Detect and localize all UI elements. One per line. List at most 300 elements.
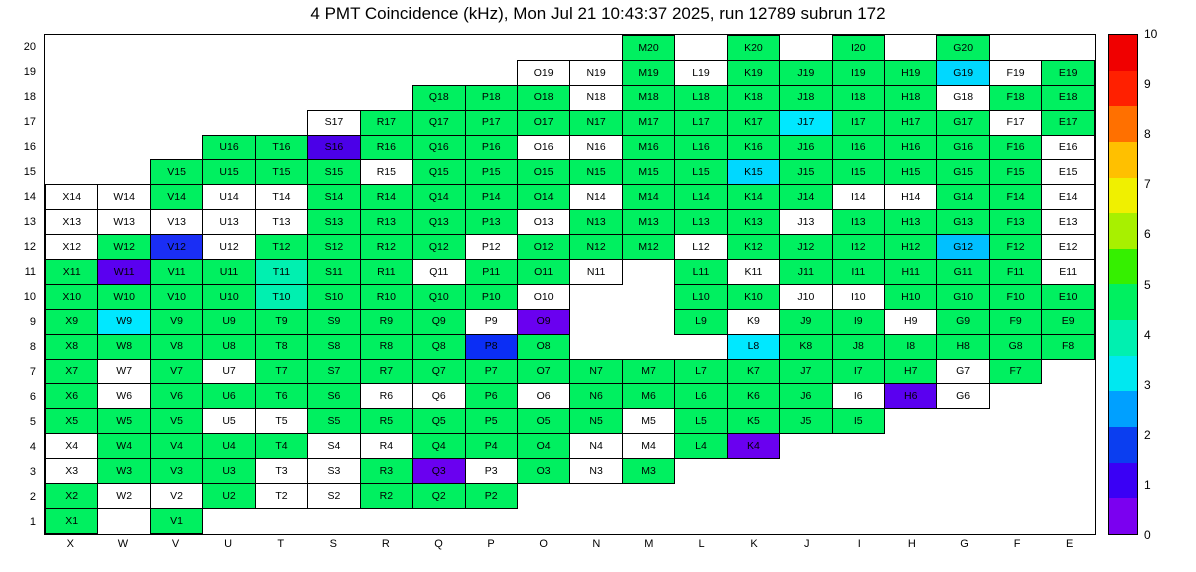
heatmap-cell[interactable]: I5 xyxy=(832,409,884,434)
heatmap-cell[interactable]: L7 xyxy=(675,359,727,384)
heatmap-cell[interactable]: Q16 xyxy=(413,135,465,160)
heatmap-cell[interactable]: R6 xyxy=(360,384,412,409)
heatmap-cell[interactable]: X3 xyxy=(46,459,98,484)
heatmap-cell[interactable]: P11 xyxy=(465,260,517,285)
heatmap-cell[interactable]: I18 xyxy=(832,85,884,110)
heatmap-cell[interactable]: E19 xyxy=(1042,60,1095,85)
heatmap-cell[interactable]: I20 xyxy=(832,36,884,61)
heatmap-cell[interactable]: F14 xyxy=(989,185,1041,210)
heatmap-cell[interactable]: X1 xyxy=(46,508,98,533)
heatmap-cell[interactable]: J19 xyxy=(780,60,832,85)
heatmap-cell[interactable]: X14 xyxy=(46,185,98,210)
heatmap-cell[interactable]: F19 xyxy=(989,60,1041,85)
heatmap-cell[interactable]: V4 xyxy=(150,434,202,459)
heatmap-cell[interactable]: U8 xyxy=(203,334,255,359)
heatmap-cell[interactable]: V13 xyxy=(150,210,202,235)
heatmap-cell[interactable]: V6 xyxy=(150,384,202,409)
heatmap-cell[interactable]: K4 xyxy=(727,434,779,459)
heatmap-cell[interactable]: G16 xyxy=(937,135,989,160)
heatmap-cell[interactable]: J16 xyxy=(780,135,832,160)
heatmap-cell[interactable]: X4 xyxy=(46,434,98,459)
heatmap-cell[interactable]: J13 xyxy=(780,210,832,235)
heatmap-cell[interactable]: R4 xyxy=(360,434,412,459)
heatmap-cell[interactable]: I12 xyxy=(832,235,884,260)
heatmap-cell[interactable]: W5 xyxy=(98,409,150,434)
heatmap-cell[interactable]: S8 xyxy=(308,334,360,359)
heatmap-cell[interactable]: R10 xyxy=(360,284,412,309)
heatmap-cell[interactable]: W11 xyxy=(98,260,150,285)
heatmap-cell[interactable]: U13 xyxy=(203,210,255,235)
heatmap-cell[interactable]: Q5 xyxy=(413,409,465,434)
heatmap-cell[interactable]: M3 xyxy=(622,459,674,484)
heatmap-cell[interactable]: E16 xyxy=(1042,135,1095,160)
heatmap-cell[interactable]: S14 xyxy=(308,185,360,210)
heatmap-cell[interactable]: K13 xyxy=(727,210,779,235)
heatmap-cell[interactable]: I6 xyxy=(832,384,884,409)
heatmap-cell[interactable]: T3 xyxy=(255,459,307,484)
heatmap-cell[interactable]: M7 xyxy=(622,359,674,384)
heatmap-cell[interactable]: S9 xyxy=(308,309,360,334)
heatmap-cell[interactable]: N18 xyxy=(570,85,622,110)
heatmap-cell[interactable]: W8 xyxy=(98,334,150,359)
heatmap-cell[interactable]: V2 xyxy=(150,484,202,509)
heatmap-cell[interactable]: J10 xyxy=(780,284,832,309)
heatmap-cell[interactable]: P18 xyxy=(465,85,517,110)
heatmap-cell[interactable]: L14 xyxy=(675,185,727,210)
heatmap-cell[interactable]: Q6 xyxy=(413,384,465,409)
heatmap-cell[interactable]: O11 xyxy=(517,260,569,285)
heatmap-cell[interactable]: N6 xyxy=(570,384,622,409)
heatmap-cell[interactable]: F11 xyxy=(989,260,1041,285)
heatmap-cell[interactable]: M15 xyxy=(622,160,674,185)
heatmap-cell[interactable]: S3 xyxy=(308,459,360,484)
heatmap-cell[interactable]: U7 xyxy=(203,359,255,384)
heatmap-cell[interactable]: H10 xyxy=(885,284,937,309)
heatmap-cell[interactable]: Q9 xyxy=(413,309,465,334)
heatmap-cell[interactable]: W10 xyxy=(98,284,150,309)
heatmap-cell[interactable]: G20 xyxy=(937,36,989,61)
heatmap-cell[interactable]: W3 xyxy=(98,459,150,484)
heatmap-cell[interactable]: N3 xyxy=(570,459,622,484)
heatmap-cell[interactable]: O19 xyxy=(517,60,569,85)
heatmap-cell[interactable]: I17 xyxy=(832,110,884,135)
heatmap-cell[interactable]: T14 xyxy=(255,185,307,210)
heatmap-cell[interactable]: Q15 xyxy=(413,160,465,185)
heatmap-cell[interactable]: O17 xyxy=(517,110,569,135)
heatmap-cell[interactable]: N12 xyxy=(570,235,622,260)
heatmap-cell[interactable]: Q12 xyxy=(413,235,465,260)
heatmap-cell[interactable]: U15 xyxy=(203,160,255,185)
heatmap-cell[interactable]: U14 xyxy=(203,185,255,210)
heatmap-cell[interactable]: J7 xyxy=(780,359,832,384)
heatmap-cell[interactable]: S5 xyxy=(308,409,360,434)
heatmap-cell[interactable]: L11 xyxy=(675,260,727,285)
heatmap-cell[interactable]: K16 xyxy=(727,135,779,160)
heatmap-cell[interactable]: J18 xyxy=(780,85,832,110)
heatmap-cell[interactable]: V12 xyxy=(150,235,202,260)
heatmap-cell[interactable]: O6 xyxy=(517,384,569,409)
heatmap-cell[interactable]: U12 xyxy=(203,235,255,260)
heatmap-cell[interactable]: O13 xyxy=(517,210,569,235)
heatmap-cell[interactable]: U16 xyxy=(203,135,255,160)
heatmap-cell[interactable]: I7 xyxy=(832,359,884,384)
heatmap-cell[interactable]: P2 xyxy=(465,484,517,509)
heatmap-cell[interactable]: M14 xyxy=(622,185,674,210)
heatmap-cell[interactable]: R5 xyxy=(360,409,412,434)
heatmap-cell[interactable]: I9 xyxy=(832,309,884,334)
heatmap-cell[interactable]: K10 xyxy=(727,284,779,309)
heatmap-cell[interactable]: L6 xyxy=(675,384,727,409)
heatmap-cell[interactable]: F8 xyxy=(1042,334,1095,359)
heatmap-cell[interactable]: P13 xyxy=(465,210,517,235)
heatmap-cell[interactable]: S7 xyxy=(308,359,360,384)
heatmap-cell[interactable]: L4 xyxy=(675,434,727,459)
heatmap-cell[interactable]: T12 xyxy=(255,235,307,260)
heatmap-cell[interactable]: F9 xyxy=(989,309,1041,334)
heatmap-cell[interactable]: H7 xyxy=(885,359,937,384)
heatmap-cell[interactable]: J15 xyxy=(780,160,832,185)
heatmap-cell[interactable]: K5 xyxy=(727,409,779,434)
heatmap-cell[interactable]: R7 xyxy=(360,359,412,384)
heatmap-cell[interactable]: K15 xyxy=(727,160,779,185)
heatmap-cell[interactable]: R2 xyxy=(360,484,412,509)
heatmap-cell[interactable]: R15 xyxy=(360,160,412,185)
heatmap-cell[interactable]: W7 xyxy=(98,359,150,384)
heatmap-cell[interactable]: K14 xyxy=(727,185,779,210)
heatmap-cell[interactable]: U11 xyxy=(203,260,255,285)
heatmap-cell[interactable]: N17 xyxy=(570,110,622,135)
heatmap-cell[interactable]: H18 xyxy=(885,85,937,110)
heatmap-cell[interactable]: J14 xyxy=(780,185,832,210)
heatmap-cell[interactable]: M19 xyxy=(622,60,674,85)
heatmap-cell[interactable]: P17 xyxy=(465,110,517,135)
heatmap-cell[interactable]: I14 xyxy=(832,185,884,210)
heatmap-cell[interactable]: F16 xyxy=(989,135,1041,160)
heatmap-cell[interactable]: O14 xyxy=(517,185,569,210)
heatmap-cell[interactable]: P12 xyxy=(465,235,517,260)
heatmap-cell[interactable]: P3 xyxy=(465,459,517,484)
heatmap-cell[interactable]: E15 xyxy=(1042,160,1095,185)
heatmap-cell[interactable]: X11 xyxy=(46,260,98,285)
heatmap-cell[interactable]: P14 xyxy=(465,185,517,210)
heatmap-cell[interactable]: W2 xyxy=(98,484,150,509)
heatmap-cell[interactable]: G7 xyxy=(937,359,989,384)
heatmap-cell[interactable]: L16 xyxy=(675,135,727,160)
heatmap-cell[interactable]: V7 xyxy=(150,359,202,384)
heatmap-cell[interactable]: T6 xyxy=(255,384,307,409)
heatmap-cell[interactable]: W12 xyxy=(98,235,150,260)
heatmap-cell[interactable]: P8 xyxy=(465,334,517,359)
heatmap-cell[interactable]: K8 xyxy=(780,334,832,359)
heatmap-cell[interactable]: T15 xyxy=(255,160,307,185)
heatmap-cell[interactable]: T13 xyxy=(255,210,307,235)
heatmap-cell[interactable]: G13 xyxy=(937,210,989,235)
heatmap-cell[interactable]: L10 xyxy=(675,284,727,309)
heatmap-cell[interactable]: X5 xyxy=(46,409,98,434)
heatmap-cell[interactable]: S13 xyxy=(308,210,360,235)
heatmap-cell[interactable]: T2 xyxy=(255,484,307,509)
heatmap-cell[interactable]: N5 xyxy=(570,409,622,434)
heatmap-cell[interactable]: L15 xyxy=(675,160,727,185)
heatmap-cell[interactable]: Q14 xyxy=(413,185,465,210)
heatmap-cell[interactable]: O12 xyxy=(517,235,569,260)
heatmap-cell[interactable]: O3 xyxy=(517,459,569,484)
heatmap-cell[interactable]: X12 xyxy=(46,235,98,260)
heatmap-cell[interactable]: E14 xyxy=(1042,185,1095,210)
heatmap-cell[interactable]: X6 xyxy=(46,384,98,409)
heatmap-cell[interactable]: P10 xyxy=(465,284,517,309)
heatmap-cell[interactable]: R16 xyxy=(360,135,412,160)
heatmap-cell[interactable]: G9 xyxy=(937,309,989,334)
heatmap-cell[interactable]: O16 xyxy=(517,135,569,160)
heatmap-cell[interactable]: P15 xyxy=(465,160,517,185)
heatmap-cell[interactable]: L13 xyxy=(675,210,727,235)
heatmap-cell[interactable]: M4 xyxy=(622,434,674,459)
heatmap-cell[interactable]: W13 xyxy=(98,210,150,235)
heatmap-cell[interactable]: L9 xyxy=(675,309,727,334)
heatmap-cell[interactable]: J17 xyxy=(780,110,832,135)
heatmap-cell[interactable]: U10 xyxy=(203,284,255,309)
heatmap-cell[interactable]: K12 xyxy=(727,235,779,260)
heatmap-cell[interactable]: V9 xyxy=(150,309,202,334)
heatmap-cell[interactable]: N16 xyxy=(570,135,622,160)
heatmap-cell[interactable]: L18 xyxy=(675,85,727,110)
heatmap-cell[interactable]: P5 xyxy=(465,409,517,434)
heatmap-cell[interactable]: S2 xyxy=(308,484,360,509)
heatmap-cell[interactable]: L12 xyxy=(675,235,727,260)
heatmap-cell[interactable]: R8 xyxy=(360,334,412,359)
heatmap-cell[interactable]: G12 xyxy=(937,235,989,260)
heatmap-cell[interactable]: O7 xyxy=(517,359,569,384)
heatmap-cell[interactable]: F13 xyxy=(989,210,1041,235)
heatmap-cell[interactable]: S16 xyxy=(308,135,360,160)
heatmap-cell[interactable]: H6 xyxy=(885,384,937,409)
heatmap-cell[interactable]: T7 xyxy=(255,359,307,384)
heatmap-cell[interactable]: J5 xyxy=(780,409,832,434)
heatmap-cell[interactable]: U3 xyxy=(203,459,255,484)
heatmap-cell[interactable]: H17 xyxy=(885,110,937,135)
heatmap-cell[interactable]: S12 xyxy=(308,235,360,260)
heatmap-cell[interactable]: V1 xyxy=(150,508,202,533)
heatmap-cell[interactable]: Q4 xyxy=(413,434,465,459)
heatmap-cell[interactable]: Q7 xyxy=(413,359,465,384)
heatmap-cell[interactable]: J8 xyxy=(832,334,884,359)
heatmap-cell[interactable]: S4 xyxy=(308,434,360,459)
heatmap-cell[interactable]: K9 xyxy=(727,309,779,334)
heatmap-cell[interactable]: W14 xyxy=(98,185,150,210)
heatmap-cell[interactable]: F10 xyxy=(989,284,1041,309)
heatmap-cell[interactable]: T9 xyxy=(255,309,307,334)
heatmap-cell[interactable]: U9 xyxy=(203,309,255,334)
heatmap-cell[interactable]: I10 xyxy=(832,284,884,309)
heatmap-cell[interactable]: X8 xyxy=(46,334,98,359)
heatmap-cell[interactable]: G18 xyxy=(937,85,989,110)
heatmap-cell[interactable]: G11 xyxy=(937,260,989,285)
heatmap-cell[interactable]: G15 xyxy=(937,160,989,185)
heatmap-cell[interactable]: P4 xyxy=(465,434,517,459)
heatmap-cell[interactable]: O5 xyxy=(517,409,569,434)
heatmap-cell[interactable]: R11 xyxy=(360,260,412,285)
heatmap-cell[interactable]: I8 xyxy=(885,334,937,359)
heatmap-cell[interactable]: V5 xyxy=(150,409,202,434)
heatmap-cell[interactable]: H15 xyxy=(885,160,937,185)
heatmap-cell[interactable]: H9 xyxy=(885,309,937,334)
heatmap-cell[interactable]: X2 xyxy=(46,484,98,509)
heatmap-cell[interactable]: P7 xyxy=(465,359,517,384)
heatmap-cell[interactable]: W6 xyxy=(98,384,150,409)
heatmap-cell[interactable]: Q11 xyxy=(413,260,465,285)
heatmap-cell[interactable]: M5 xyxy=(622,409,674,434)
heatmap-cell[interactable]: U4 xyxy=(203,434,255,459)
heatmap-cell[interactable]: P9 xyxy=(465,309,517,334)
heatmap-cell[interactable]: E17 xyxy=(1042,110,1095,135)
heatmap-cell[interactable]: R17 xyxy=(360,110,412,135)
heatmap-cell[interactable]: V3 xyxy=(150,459,202,484)
heatmap-cell[interactable]: K19 xyxy=(727,60,779,85)
heatmap-cell[interactable]: N4 xyxy=(570,434,622,459)
heatmap-cell[interactable]: I19 xyxy=(832,60,884,85)
heatmap-cell[interactable]: R14 xyxy=(360,185,412,210)
heatmap-cell[interactable]: N7 xyxy=(570,359,622,384)
heatmap-cell[interactable]: Q10 xyxy=(413,284,465,309)
heatmap-cell[interactable]: M6 xyxy=(622,384,674,409)
heatmap-cell[interactable]: G10 xyxy=(937,284,989,309)
heatmap-cell[interactable]: P16 xyxy=(465,135,517,160)
heatmap-cell[interactable]: V8 xyxy=(150,334,202,359)
heatmap-cell[interactable]: X9 xyxy=(46,309,98,334)
heatmap-cell[interactable]: N15 xyxy=(570,160,622,185)
heatmap-cell[interactable]: H16 xyxy=(885,135,937,160)
heatmap-cell[interactable]: K7 xyxy=(727,359,779,384)
heatmap-cell[interactable]: X13 xyxy=(46,210,98,235)
heatmap-cell[interactable]: N14 xyxy=(570,185,622,210)
heatmap-cell[interactable]: O9 xyxy=(517,309,569,334)
heatmap-cell[interactable]: G6 xyxy=(937,384,989,409)
heatmap-cell[interactable]: H13 xyxy=(885,210,937,235)
heatmap-cell[interactable]: S10 xyxy=(308,284,360,309)
heatmap-cell[interactable]: V11 xyxy=(150,260,202,285)
heatmap-cell[interactable]: N19 xyxy=(570,60,622,85)
heatmap-cell[interactable]: H8 xyxy=(937,334,989,359)
heatmap-cell[interactable]: S6 xyxy=(308,384,360,409)
heatmap-cell[interactable]: K18 xyxy=(727,85,779,110)
heatmap-cell[interactable]: R13 xyxy=(360,210,412,235)
heatmap-cell[interactable]: T10 xyxy=(255,284,307,309)
heatmap-cell[interactable]: L19 xyxy=(675,60,727,85)
heatmap-cell[interactable]: P6 xyxy=(465,384,517,409)
heatmap-cell[interactable]: G17 xyxy=(937,110,989,135)
heatmap-cell[interactable]: Q8 xyxy=(413,334,465,359)
heatmap-cell[interactable]: F7 xyxy=(989,359,1041,384)
heatmap-cell[interactable]: O4 xyxy=(517,434,569,459)
heatmap-cell[interactable]: E11 xyxy=(1042,260,1095,285)
heatmap-cell[interactable]: V10 xyxy=(150,284,202,309)
heatmap-cell[interactable]: I15 xyxy=(832,160,884,185)
heatmap-cell[interactable]: F17 xyxy=(989,110,1041,135)
heatmap-cell[interactable]: M16 xyxy=(622,135,674,160)
heatmap-cell[interactable]: E13 xyxy=(1042,210,1095,235)
heatmap-cell[interactable]: J9 xyxy=(780,309,832,334)
heatmap-cell[interactable]: X10 xyxy=(46,284,98,309)
heatmap-cell[interactable]: V15 xyxy=(150,160,202,185)
heatmap-cell[interactable]: J12 xyxy=(780,235,832,260)
heatmap-cell[interactable]: T11 xyxy=(255,260,307,285)
heatmap-cell[interactable]: M18 xyxy=(622,85,674,110)
heatmap-cell[interactable]: S15 xyxy=(308,160,360,185)
heatmap-cell[interactable]: T5 xyxy=(255,409,307,434)
heatmap-cell[interactable]: N11 xyxy=(570,260,622,285)
heatmap-cell[interactable]: O10 xyxy=(517,284,569,309)
heatmap-cell[interactable]: V14 xyxy=(150,185,202,210)
heatmap-cell[interactable]: T8 xyxy=(255,334,307,359)
heatmap-cell[interactable]: K11 xyxy=(727,260,779,285)
heatmap-cell[interactable]: E10 xyxy=(1042,284,1095,309)
heatmap-cell[interactable]: N13 xyxy=(570,210,622,235)
heatmap-cell[interactable]: E18 xyxy=(1042,85,1095,110)
heatmap-cell[interactable]: Q2 xyxy=(413,484,465,509)
heatmap-cell[interactable]: E9 xyxy=(1042,309,1095,334)
heatmap-cell[interactable]: G19 xyxy=(937,60,989,85)
heatmap-cell[interactable]: I11 xyxy=(832,260,884,285)
heatmap-cell[interactable]: T4 xyxy=(255,434,307,459)
heatmap-cell[interactable]: O18 xyxy=(517,85,569,110)
heatmap-cell[interactable]: M20 xyxy=(622,36,674,61)
heatmap-cell[interactable]: W4 xyxy=(98,434,150,459)
heatmap-cell[interactable]: F18 xyxy=(989,85,1041,110)
heatmap-cell[interactable]: Q3 xyxy=(413,459,465,484)
heatmap-cell[interactable]: M13 xyxy=(622,210,674,235)
heatmap-cell[interactable]: Q13 xyxy=(413,210,465,235)
heatmap-cell[interactable]: F12 xyxy=(989,235,1041,260)
heatmap-cell[interactable]: G8 xyxy=(989,334,1041,359)
heatmap-cell[interactable]: L17 xyxy=(675,110,727,135)
heatmap-cell[interactable]: S17 xyxy=(308,110,360,135)
heatmap-cell[interactable]: L5 xyxy=(675,409,727,434)
heatmap-cell[interactable]: H11 xyxy=(885,260,937,285)
heatmap-cell[interactable]: E12 xyxy=(1042,235,1095,260)
heatmap-cell[interactable]: U5 xyxy=(203,409,255,434)
heatmap-cell[interactable]: Q17 xyxy=(413,110,465,135)
heatmap-cell[interactable]: U6 xyxy=(203,384,255,409)
heatmap-cell[interactable]: H19 xyxy=(885,60,937,85)
heatmap-cell[interactable]: M12 xyxy=(622,235,674,260)
heatmap-cell[interactable]: L8 xyxy=(727,334,779,359)
heatmap-cell[interactable]: Q18 xyxy=(413,85,465,110)
heatmap-cell[interactable]: F15 xyxy=(989,160,1041,185)
heatmap-cell[interactable]: K6 xyxy=(727,384,779,409)
heatmap-cell[interactable]: W9 xyxy=(98,309,150,334)
heatmap-cell[interactable]: K20 xyxy=(727,36,779,61)
heatmap-cell[interactable]: U2 xyxy=(203,484,255,509)
heatmap-cell[interactable]: H12 xyxy=(885,235,937,260)
heatmap-cell[interactable]: I13 xyxy=(832,210,884,235)
heatmap-cell[interactable]: K17 xyxy=(727,110,779,135)
heatmap-cell[interactable]: J6 xyxy=(780,384,832,409)
heatmap-cell[interactable]: R3 xyxy=(360,459,412,484)
heatmap-cell[interactable]: O8 xyxy=(517,334,569,359)
heatmap-cell[interactable]: J11 xyxy=(780,260,832,285)
heatmap-cell[interactable]: X7 xyxy=(46,359,98,384)
heatmap-cell[interactable]: I16 xyxy=(832,135,884,160)
heatmap-cell[interactable]: S11 xyxy=(308,260,360,285)
heatmap-cell[interactable]: T16 xyxy=(255,135,307,160)
heatmap-cell[interactable]: G14 xyxy=(937,185,989,210)
heatmap-cell[interactable]: H14 xyxy=(885,185,937,210)
heatmap-cell[interactable]: O15 xyxy=(517,160,569,185)
heatmap-cell[interactable]: M17 xyxy=(622,110,674,135)
heatmap-cell[interactable]: R12 xyxy=(360,235,412,260)
heatmap-cell[interactable]: R9 xyxy=(360,309,412,334)
